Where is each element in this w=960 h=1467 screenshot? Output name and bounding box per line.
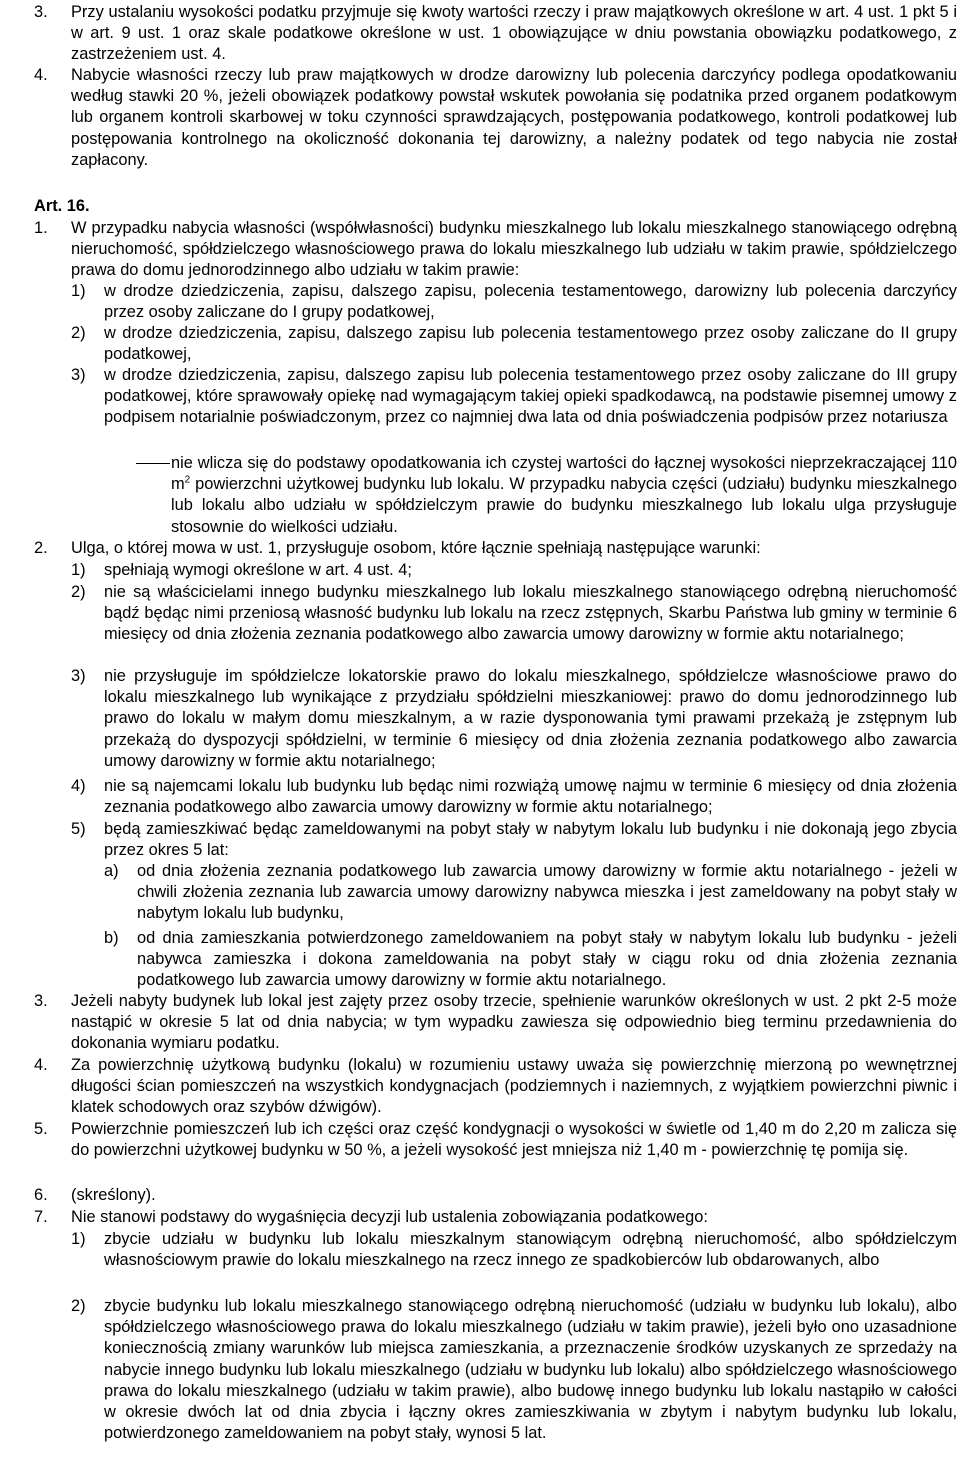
- list-item: [0, 819, 960, 861]
- section-text: Nie stanowi podstawy do wygaśnięcia decyzji lub ustalenia zobowiązania podatkowego:: [71, 1208, 708, 1226]
- item-number: 2): [71, 324, 86, 342]
- list-item: [0, 560, 960, 582]
- sub-list-item: [0, 928, 960, 991]
- list-item: [0, 666, 960, 776]
- section-text: (skreślony).: [71, 1186, 156, 1204]
- dash-marker: [136, 453, 170, 474]
- list-item: [0, 1296, 960, 1466]
- item-text: spełniają wymogi określone w art. 4 ust. 4;: [104, 561, 412, 579]
- item-text: zbycie udziału w budynku lub lokalu mieszkalnym stanowiącym odrębną nieruchomość, albo spółdzielczym własnościowym prawie do lokalu mieszkalnego na rzecz innego ze spadkobierców lub obdarowanych, albo: [104, 1230, 957, 1270]
- section-number: 2.: [34, 539, 48, 557]
- article-16-section-2: [0, 538, 960, 560]
- dash-text-end: powierzchni użytkowej budynku lub lokalu. W przypadku nabycia części (udziału) budynku mieszkalnego lub lokalu albo udziału w spółdzielczym prawie do budynku mieszkalnego lub lokalu ulga przysługuje stosownie do wielkości udziału.: [171, 475, 957, 536]
- item-number: 1): [71, 1230, 86, 1248]
- section-number: 4.: [34, 66, 48, 84]
- article-16-section-6: [0, 1185, 960, 1207]
- item-text: zbycie budynku lub lokalu mieszkalnego stanowiącego odrębną nieruchomość (udziału w budynku lub lokalu), albo spółdzielczego własnościowego prawa do lokalu mieszkalnego (udziału w takim prawie), jeżeli było ono uzasadnione koniecznością zmiany warunków lub miejsca zamieszkania, a przeznaczenie środków uzyskanych ze sprzedaży na nabycie innego budynku lub lokalu mieszkalnego (udziału w budynku lub lokalu) albo spółdzielczego własnościowego prawa do lokalu mieszkalnego (udziału w takim prawie), albo budowę innego budynku lub lokalu nastąpiło w całości w okresie dwóch lat od dnia zbycia i łączny okres zamieszkiwania w zbytym i nabytym budynku lub lokalu, potwierdzonego zameldowaniem na pobyt stały, wynosi 5 lat.: [104, 1297, 957, 1443]
- section-text: Powierzchnie pomieszczeń lub ich części oraz część kondygnacji o wysokości w świetle od 1,40 m do 2,20 m zalicza się do powierzchni użytkowej budynku w 50 %, a jeżeli wysokość jest mniejsza niż 1,40 m - powierzchnię tę pomija się.: [71, 1120, 957, 1160]
- section-text: Nabycie własności rzeczy lub praw majątkowych w drodze darowizny lub polecenia darczyńcy podlega opodatkowaniu według stawki 20 %, jeżeli obowiązek podatkowy powstał wskutek powołania się podatnika przed organem podatkowym lub organem kontroli skarbowej w toku czynności sprawdzających, postępowania podatkowego, kontroli podatkowej lub postępowania kontrolnego na okoliczność dokonania tej darowizny, a należny podatek od tego nabycia nie został zapłacony.: [71, 66, 957, 169]
- item-number: 1): [71, 282, 86, 300]
- section-number: 3.: [34, 3, 48, 21]
- item-text: nie są najemcami lokalu lub budynku lub będąc nimi rozwiążą umowę najmu w terminie 6 miesięcy od dnia złożenia zeznania podatkowego albo zawarcia umowy darowizny w formie aktu notarialnego;: [104, 777, 957, 817]
- list-item: [0, 365, 960, 453]
- section-number: 4.: [34, 1056, 48, 1074]
- item-text: nie są właścicielami innego budynku mieszkalnego lub lokalu mieszkalnego stanowiącego odrębną nieruchomość bądź będąc nimi przeniosą własność budynku lub lokalu na rzecz zstępnych, Skarbu Państwa lub gminy w terminie 6 miesięcy od dnia złożenia zeznania podatkowego albo zawarcia umowy darowizny w formie aktu notarialnego;: [104, 583, 957, 644]
- item-text: [171, 453, 957, 538]
- item-text: w drodze dziedziczenia, zapisu, dalszego zapisu, polecenia testamentowego, darowizny lub polecenia darczyńcy przez osoby zaliczane do I grupy podatkowej,: [104, 282, 957, 322]
- item-text: nie przysługuje im spółdzielcze lokatorskie prawo do lokalu mieszkalnego, spółdzielcze własnościowe prawo do lokalu mieszkalnego lub wynikające z przydziału spółdzielni mieszkaniowej: prawo do domu jednorodzinnego lub prawo do lokalu w małym domu mieszkalnym, a w razie dysponowania tymi prawami przekażą je zstępnym lub przekażą do dyspozycji spółdzielni, w terminie 6 miesięcy od dnia złożenia zeznania podatkowego albo zawarcia umowy darowizny w formie aktu notarialnego;: [104, 667, 957, 770]
- section-number: 7.: [34, 1208, 48, 1226]
- list-item: [0, 776, 960, 819]
- article-16-section-7: [0, 1207, 960, 1229]
- sub-list-item: [0, 861, 960, 928]
- list-item: [0, 1229, 960, 1296]
- item-number: 3): [71, 366, 86, 384]
- section-text: Za powierzchnię użytkową budynku (lokalu) w rozumieniu ustawy uważa się powierzchnię mierzoną po wewnętrznej długości ścian pomieszczeń na wszystkich kondygnacjach (podziemnych i naziemnych, z wyjątkiem powierzchni piwnic i klatek schodowych oraz szybów dźwigów).: [71, 1056, 957, 1117]
- list-item: [0, 323, 960, 365]
- item-number: 1): [71, 561, 86, 579]
- superscript: 2: [184, 474, 191, 486]
- section-3: [0, 2, 960, 65]
- article-16-section-5: [0, 1119, 960, 1185]
- article-16-section-1: [0, 218, 960, 281]
- section-4: [0, 65, 960, 175]
- item-number: 3): [71, 667, 86, 685]
- dash-item: [0, 453, 960, 538]
- item-letter: b): [104, 929, 119, 947]
- section-number: 1.: [34, 219, 48, 237]
- dash-text-start: nie wlicza się do podstawy opodatkowania ich czystej wartości do łącznej wysokości nieprzekraczającej 110 m: [171, 454, 957, 494]
- section-number: 3.: [34, 992, 48, 1010]
- article-16-section-3: [0, 991, 960, 1055]
- item-text: będą zamieszkiwać będąc zameldowanymi na pobyt stały w nabytym lokalu lub budynku i nie dokonają jego zbycia przez okres 5 lat:: [104, 820, 957, 860]
- item-text: od dnia zamieszkania potwierdzonego zameldowaniem na pobyt stały w nabytym lokalu lub budynku - jeżeli nabywca zamieszka i dokona zameldowania na pobyt stały w ciągu roku od dnia złożenia zeznania podatkowego lub zawarcia umowy darowizny w formie aktu notarialnego.: [137, 929, 957, 990]
- article-16-section-4: [0, 1055, 960, 1119]
- section-text: W przypadku nabycia własności (współwłasności) budynku mieszkalnego lub lokalu mieszkalnego stanowiącego odrębną nieruchomość, spółdzielczego własnościowego prawa do lokalu mieszkalnego lub udziału w takim prawie, spółdzielczego prawa do domu jednorodzinnego albo udziału w takim prawie:: [71, 219, 957, 280]
- list-item: [0, 582, 960, 666]
- item-number: 5): [71, 820, 86, 838]
- article-heading: Art. 16.: [34, 197, 90, 215]
- section-text: Jeżeli nabyty budynek lub lokal jest zajęty przez osoby trzecie, spełnienie warunków określonych w ust. 2 pkt 2-5 może nastąpić w okresie 5 lat od dnia nabycia; w tym wypadku zawiesza się odpowiednio bieg terminu przedawnienia do dokonania wymiaru podatku.: [71, 992, 957, 1053]
- section-text: Ulga, o której mowa w ust. 1, przysługuje osobom, które łącznie spełniają następujące warunki:: [71, 539, 761, 557]
- section-text: Przy ustalaniu wysokości podatku przyjmuje się kwoty wartości rzeczy i praw majątkowych określone w art. 4 ust. 1 pkt 5 i w art. 9 ust. 1 oraz skale podatkowe określone w ust. 1 obowiązujące w dniu powstania obowiązku podatkowego, z zastrzeżeniem ust. 4.: [71, 3, 957, 64]
- item-letter: a): [104, 862, 119, 880]
- section-number: 6.: [34, 1186, 48, 1204]
- item-text: od dnia złożenia zeznania podatkowego lub zawarcia umowy darowizny w formie aktu notarialnego - jeżeli w chwili złożenia zeznania lub zawarcia umowy darowizny nabywca mieszka i jest zameldowany na pobyt stały w nabytym lokalu lub budynku,: [137, 862, 957, 923]
- item-number: 4): [71, 777, 86, 795]
- item-text: w drodze dziedziczenia, zapisu, dalszego zapisu lub polecenia testamentowego przez osoby zaliczane do II grupy podatkowej,: [104, 324, 957, 364]
- item-number: 2): [71, 1297, 86, 1315]
- item-number: 2): [71, 583, 86, 601]
- section-number: 5.: [34, 1120, 48, 1138]
- item-text: w drodze dziedziczenia, zapisu, dalszego zapisu lub polecenia testamentowego przez osoby zaliczane do III grupy podatkowej, które sprawowały opiekę nad wymagającym takiej opieki spadkodawcą, na podstawie pisemnej umowy z podpisem notarialnie poświadczonym, przez co najmniej dwa lata od dnia poświadczenia podpisów przez notariusza: [104, 366, 957, 427]
- list-item: [0, 281, 960, 323]
